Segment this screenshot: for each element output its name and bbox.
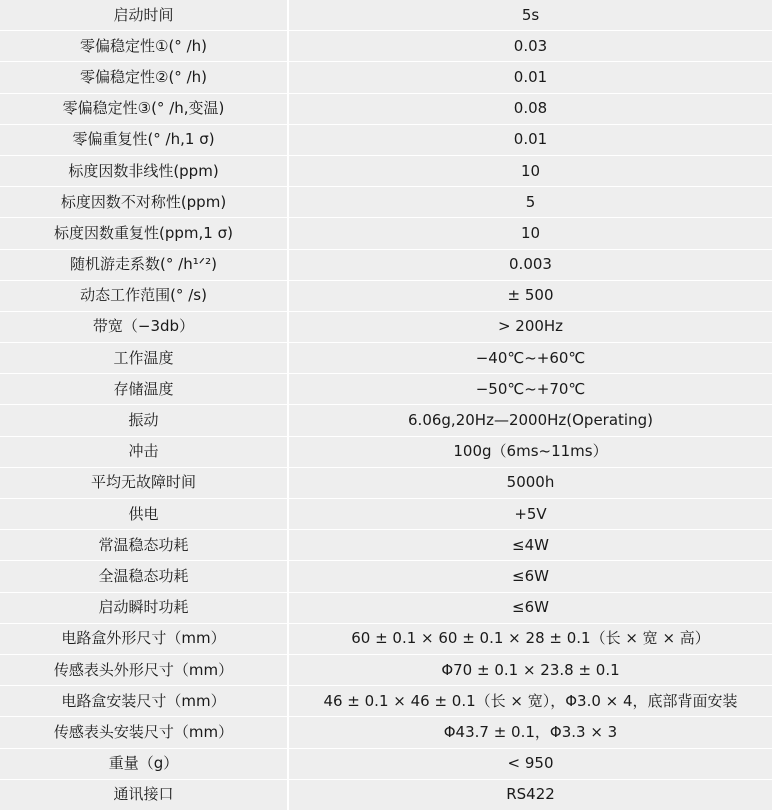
spec-label: 启动时间 xyxy=(0,0,289,30)
spec-value: 60 ± 0.1 × 60 ± 0.1 × 28 ± 0.1（长 × 宽 × 高） xyxy=(351,629,710,648)
spec-label: 零偏稳定性③(° /h,变温) xyxy=(0,94,289,124)
spec-value: ≤6W xyxy=(512,566,549,585)
spec-label: 工作温度 xyxy=(0,343,289,373)
spec-row xyxy=(0,281,772,312)
spec-value: 6.06g,20Hz—2000Hz(Operating) xyxy=(408,411,653,430)
spec-label: 电路盒外形尺寸（mm） xyxy=(0,624,289,654)
spec-label: 冲击 xyxy=(0,437,289,467)
spec-label: 标度因数非线性(ppm) xyxy=(0,156,289,186)
spec-value: −40℃~+60℃ xyxy=(475,348,586,367)
spec-row xyxy=(0,94,772,125)
spec-label: 全温稳态功耗 xyxy=(0,561,289,591)
spec-row xyxy=(0,218,772,249)
spec-row xyxy=(0,593,772,624)
spec-value: +5V xyxy=(514,504,547,523)
spec-label: 带宽（−3db） xyxy=(0,312,289,342)
spec-value: ≤4W xyxy=(512,535,549,554)
spec-value: 5s xyxy=(521,5,540,24)
spec-row xyxy=(0,530,772,561)
spec-value: Φ70 ± 0.1 × 23.8 ± 0.1 xyxy=(441,660,620,679)
spec-value: 5000h xyxy=(506,473,555,492)
spec-value: 0.03 xyxy=(513,36,548,55)
spec-label: 随机游走系数(° /h¹ᐟ²) xyxy=(0,250,289,280)
spec-label: 标度因数不对称性(ppm) xyxy=(0,187,289,217)
spec-row xyxy=(0,624,772,655)
spec-value: 5 xyxy=(525,192,536,211)
spec-label: 传感表头安装尺寸（mm） xyxy=(0,717,289,747)
spec-row xyxy=(0,31,772,62)
spec-row xyxy=(0,717,772,748)
spec-label: 标度因数重复性(ppm,1 σ) xyxy=(0,218,289,248)
spec-value: ≤6W xyxy=(512,598,549,617)
spec-label: 传感表头外形尺寸（mm） xyxy=(0,655,289,685)
spec-label: 零偏稳定性①(° /h) xyxy=(0,31,289,61)
spec-value: 10 xyxy=(520,161,541,180)
spec-value: 10 xyxy=(520,223,541,242)
spec-row xyxy=(0,156,772,187)
spec-row xyxy=(0,655,772,686)
spec-label: 零偏重复性(° /h,1 σ) xyxy=(0,125,289,155)
spec-value: Φ43.7 ± 0.1，Φ3.3 × 3 xyxy=(443,722,618,741)
spec-row xyxy=(0,62,772,93)
spec-row xyxy=(0,374,772,405)
spec-value: RS422 xyxy=(506,785,555,804)
spec-label: 零偏稳定性②(° /h) xyxy=(0,62,289,92)
spec-row xyxy=(0,187,772,218)
spec-row xyxy=(0,686,772,717)
spec-row xyxy=(0,250,772,281)
spec-row xyxy=(0,405,772,436)
spec-value: 0.01 xyxy=(513,130,548,149)
spec-label: 电路盒安装尺寸（mm） xyxy=(0,686,289,716)
spec-value: −50℃~+70℃ xyxy=(475,379,586,398)
spec-row xyxy=(0,343,772,374)
spec-label: 常温稳态功耗 xyxy=(0,530,289,560)
spec-value: 46 ± 0.1 × 46 ± 0.1（长 × 宽），Φ3.0 × 4，底部背面安装 xyxy=(323,691,738,710)
spec-label: 启动瞬时功耗 xyxy=(0,593,289,623)
spec-label: 供电 xyxy=(0,499,289,529)
spec-label: 重量（g） xyxy=(0,749,289,779)
spec-label: 通讯接口 xyxy=(0,780,289,810)
spec-value: < 950 xyxy=(507,754,554,773)
spec-label: 平均无故障时间 xyxy=(0,468,289,498)
spec-value: 0.08 xyxy=(513,99,548,118)
spec-row xyxy=(0,499,772,530)
spec-value: 0.003 xyxy=(509,255,552,274)
spec-row xyxy=(0,125,772,156)
spec-row xyxy=(0,312,772,343)
spec-row xyxy=(0,780,772,811)
spec-value: 0.01 xyxy=(513,67,548,86)
spec-row xyxy=(0,468,772,499)
spec-row xyxy=(0,437,772,468)
spec-row xyxy=(0,561,772,592)
spec-row xyxy=(0,0,772,31)
spec-label: 存储温度 xyxy=(0,374,289,404)
spec-label: 动态工作范围(° /s) xyxy=(0,281,289,311)
spec-value: 100g（6ms~11ms） xyxy=(453,442,608,461)
spec-value: > 200Hz xyxy=(497,317,564,336)
spec-row xyxy=(0,749,772,780)
spec-label: 振动 xyxy=(0,405,289,435)
spec-value: ± 500 xyxy=(507,286,554,305)
